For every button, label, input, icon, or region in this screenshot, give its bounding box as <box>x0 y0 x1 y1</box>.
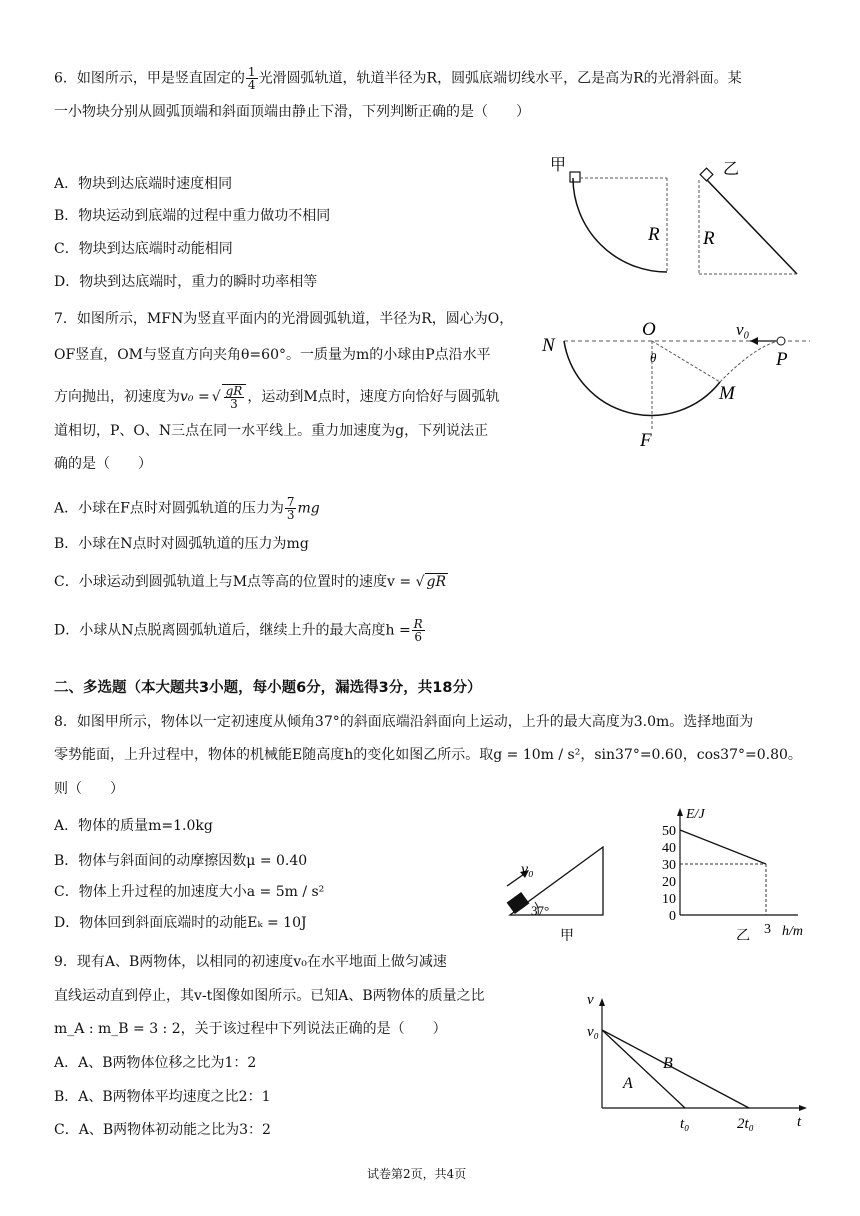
y-tick-label: 20 <box>662 875 676 890</box>
t0-label: t₀ <box>680 1116 690 1132</box>
q8-option-c: C．物体上升过程的加速度大小a = 5m / s² <box>54 884 325 900</box>
label-v0: v₀ <box>736 320 750 339</box>
v0-label: v₀ <box>587 1024 599 1040</box>
label-jia: 甲 <box>560 929 574 944</box>
label-v0: v₀ <box>521 861 534 878</box>
q7-line2: OF竖直，OM与竖直方向夹角θ=60°。一质量为m的小球由P点沿水平 <box>54 347 491 363</box>
q7-option-b: B．小球在N点时对圆弧轨道的压力为mg <box>54 536 309 552</box>
q8-line3: 则（ ） <box>54 781 124 797</box>
q8-option-b: B．物体与斜面间的动摩擦因数μ = 0.40 <box>54 853 308 869</box>
label-theta: θ <box>650 350 657 365</box>
2t0-label: 2t₀ <box>737 1116 754 1132</box>
q6-option-a: A．物块到达底端时速度相同 <box>54 176 233 192</box>
q7-option-c: C．小球运动到圆弧轨道上与M点等高的位置时的速度v = √ gR <box>54 574 447 590</box>
q6-option-b: B．物块运动到底端的过程中重力做功不相同 <box>54 208 331 224</box>
y-tick-label: 40 <box>662 841 676 856</box>
ball-icon <box>777 337 785 345</box>
q6-line1: 6．如图所示，甲是竖直固定的 $\frac{1}{4}$ 光滑圆弧轨道，轨道半径为R，圆弧底端切线水平，乙是高为R的光滑斜面。某 <box>54 65 742 92</box>
chart-label-yi: 乙 <box>736 929 750 940</box>
q7-line4: 道相切，P、O、N三点在同一水平线上。重力加速度为g，下列说法正 <box>54 423 489 439</box>
label-b: B <box>663 1055 673 1072</box>
block-icon <box>507 892 530 914</box>
arrowhead-icon <box>750 337 758 345</box>
q9-option-c: C．A、B两物体初动能之比为3：2 <box>54 1122 271 1138</box>
label-m: M <box>719 383 735 404</box>
radius-om <box>652 341 720 382</box>
line-b <box>602 1030 749 1108</box>
y-axis-label: E/J <box>686 807 705 822</box>
q6-label-jia: 甲 <box>550 157 567 174</box>
q7-figure <box>538 312 820 452</box>
y-tick-label: 30 <box>662 858 676 873</box>
x-tick-label: 3 <box>764 922 771 937</box>
label-angle: 37° <box>531 903 550 918</box>
label-n: N <box>542 335 555 356</box>
trajectory <box>720 341 778 382</box>
q6-figure <box>545 150 815 280</box>
q6-line2: 一小物块分别从圆弧顶端和斜面顶端由静止下滑，下列判断正确的是（ ） <box>54 104 530 120</box>
q9-line1: 9．现有A、B两物体，以相同的初速度v₀在水平地面上做匀减速 <box>54 954 447 970</box>
q9-vt-chart <box>585 990 820 1135</box>
q9-option-a: A．A、B两物体位移之比为1：2 <box>54 1055 257 1071</box>
q6-label-r1: R <box>648 224 660 245</box>
q9-line2: 直线运动直到停止，其v-t图像如图所示。已知A、B两物体的质量之比 <box>54 988 485 1004</box>
y-axis-arrow-icon <box>677 808 683 816</box>
q8-energy-chart <box>650 800 820 940</box>
q8-line2: 零势能面，上升过程中，物体的机械能E随高度h的变化如图乙所示。取g = 10m / s²，sin37°=0.60，cos37°=0.80。 <box>54 747 802 763</box>
q7-line1: 7．如图所示，MFN为竖直平面内的光滑圆弧轨道，半径为R，圆心为O， <box>54 311 514 327</box>
q9-option-b: B．A、B两物体平均速度之比2：1 <box>54 1089 271 1105</box>
q6-label-r2: R <box>703 228 715 249</box>
t-axis-label: t <box>797 1114 802 1130</box>
page-footer: 试卷第2页，共4页 <box>367 1167 467 1181</box>
q8-option-a: A．物体的质量m=1.0kg <box>54 818 213 834</box>
q8-figure-jia <box>495 840 615 945</box>
q7-option-d: D．小球从N点脱离圆弧轨道后，继续上升的最大高度h = $\frac{R}{6}$ <box>54 617 423 644</box>
q8-option-d: D．物体回到斜面底端时的动能Eₖ = 10J <box>54 915 307 931</box>
q7-option-a: A．小球在F点时对圆弧轨道的压力为 $\frac{7}{3}$ mg <box>54 495 320 522</box>
x-axis-label: h/m <box>782 924 803 939</box>
block-icon <box>700 168 713 181</box>
v-axis-label: v <box>587 992 594 1008</box>
q6-label-yi: 乙 <box>723 161 740 178</box>
v-axis-arrow-icon <box>599 998 605 1006</box>
q6-option-c: C．物块到达底端时动能相同 <box>54 241 233 257</box>
t-axis-arrow-icon <box>799 1105 807 1111</box>
energy-line <box>680 830 766 864</box>
label-p: P <box>776 349 788 370</box>
y-tick-label: 0 <box>669 909 676 924</box>
y-tick-label: 10 <box>662 892 676 907</box>
q7-line3: 方向抛出，初速度为v₀ = √ $\frac{gR}{3}$ ，运动到M点时，速度方向恰好与圆弧轨 <box>54 384 500 411</box>
arc-track-mfn <box>564 341 720 415</box>
y-tick-label: 50 <box>662 824 676 839</box>
block-icon <box>570 172 580 182</box>
section-heading: 二、多选题（本大题共3小题，每小题6分，漏选得3分，共18分） <box>54 680 482 696</box>
label-f: F <box>640 430 652 451</box>
incline-surface <box>707 180 797 274</box>
sqrt-expression: √ $\frac{gR}{3}$ <box>212 384 248 410</box>
q7-line5: 确的是（ ） <box>54 456 152 472</box>
q9-line3: m_A : m_B = 3 : 2，关于该过程中下列说法正确的是（ ） <box>54 1021 447 1037</box>
label-o: O <box>642 319 656 340</box>
q6-option-d: D．物块到达底端时，重力的瞬时功率相等 <box>54 274 318 290</box>
quarter-fraction: $\frac{1}{4}$ <box>247 65 256 92</box>
label-a: A <box>623 1075 633 1092</box>
q8-line1: 8．如图甲所示，物体以一定初速度从倾角37°的斜面底端沿斜面向上运动，上升的最大高度为3.0m。选择地面为 <box>54 714 754 730</box>
